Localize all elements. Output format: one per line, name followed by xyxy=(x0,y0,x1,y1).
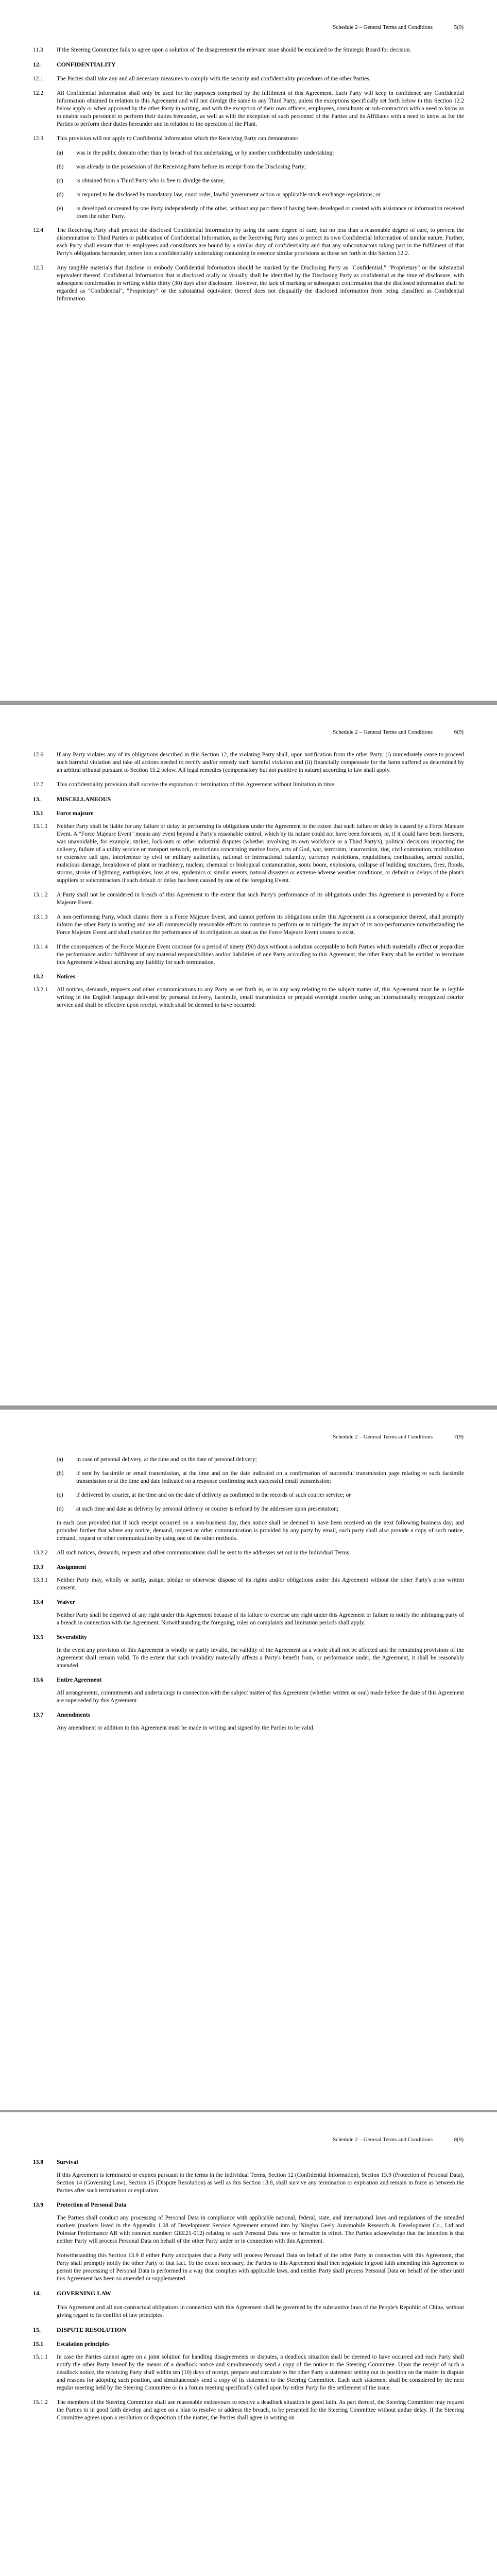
clause-number: 13.1.4 xyxy=(33,944,48,950)
clause-paragraph xyxy=(33,135,464,143)
page-header xyxy=(26,1433,464,1440)
list-item-label: (d) xyxy=(57,192,64,198)
body-paragraph: The Parties shall conduct any processing of Personal Data in compliance with applicable national, federal, state, and international laws and regulations of the intended markets (markets listed in the Appendix 1.08 of Development Service Agreement entered into by Ningbo Geely Automobile Research & Development Co., Ltd and Polestar Performance AB with contract number: GEE21-012) relating to such Personal Data now or hereafter in effect. The Parties acknowledge that the intention is that neither Party will process Personal Data on behalf of the other Party under or in connection with this Agreement. xyxy=(57,2215,464,2244)
clause-number: 13.2 xyxy=(33,974,44,980)
clause-text: All notices, demands, requests and other communications to any Party as set forth in, or in any way relating to the subject matter of, this Agreement must be in legible writing in the English language delivered by personal delivery, facsimile, email transmission or prepaid overnight courier using an internationally recognized courier service and shall be effective upon receipt, which shall be deemed to have occurred: xyxy=(57,987,464,1008)
clause-number: 15.1.2 xyxy=(33,2399,48,2405)
clause-number: 13.1.1 xyxy=(33,823,48,829)
clause-number: 13. xyxy=(33,795,41,803)
clause-number: 15.1.1 xyxy=(33,2354,48,2360)
clause-number: 12.2 xyxy=(33,90,44,96)
clause-number: 12.1 xyxy=(33,76,44,82)
subsection-heading xyxy=(33,2159,464,2166)
clause-number: 13.8 xyxy=(33,2159,44,2165)
subsection-heading xyxy=(33,2341,464,2348)
subsection-heading xyxy=(33,810,464,818)
clause-paragraph xyxy=(33,943,464,967)
clause-paragraph xyxy=(33,75,464,83)
clause-paragraph xyxy=(33,1549,464,1557)
clause-number: 12.3 xyxy=(33,135,44,142)
body-paragraph: Any amendment or addition to this Agreement must be made in writing and signed by the Parties to be valid. xyxy=(57,1725,315,1731)
page-header xyxy=(26,24,464,31)
clause-text: MISCELLANEOUS xyxy=(57,795,111,803)
clause-number: 12.6 xyxy=(33,752,44,758)
clause-text: Protection of Personal Data xyxy=(57,2202,127,2208)
clause-text: Neither Party may, wholly or partly, assign, pledge or otherwise dispose of its rights and/or obligations under this Agreement without the other Party's prior written consent. xyxy=(57,1577,464,1591)
clause-number: 13.4 xyxy=(33,1599,44,1605)
clause-paragraph xyxy=(33,46,464,54)
clause-text: The members of the Steering Committee shall use reasonable endeavours to resolve a deadlock situation in good faith. As part thereof, the Steering Committee may request the Parties to in good faith develop and agree on a plan to resolve or address the breach, to be presented for the Steering Committee without undue delay. If the Steering Committee agrees upon a resolution or disposition of the matter, the Parties shall agree in writing on xyxy=(57,2399,464,2421)
clause-paragraph xyxy=(33,751,464,774)
clause-number: 14. xyxy=(33,2290,41,2297)
list-item-text: at such time and date as delivery by personal delivery or courier is refused by the addressee upon presentation; xyxy=(76,1506,339,1512)
subsection-heading xyxy=(33,2201,464,2209)
clause-paragraph xyxy=(33,986,464,1009)
clause-number: 13.1.2 xyxy=(33,892,48,898)
clause-text: Any tangible materials that disclose or embody Confidential Information should be marked by the Disclosing Party as "Confidential," "Proprietary" or the substantial equivalent thereof. Confidential Information that is disclosed orally or visually shall be identified by the Disclosing Party as confidential at the time of disclosure, with subsequent confirmation in writing within thirty (30) days after disclosure. However, the lack of marking or subsequent confirmation that the disclosed information shall be regarded as "Confidential", "Proprietary" or the substantial equivalent thereof does not disqualify the disclosed information from being classified as Confidential Information. xyxy=(57,265,464,302)
body-paragraph: All arrangements, commitments and undertakings in connection with the subject matter of this Agreement (whether written or oral) made before the date of this Agreement are superseded by this Agreement. xyxy=(57,1690,464,1704)
clause-number: 12.5 xyxy=(33,265,44,271)
clause-number: 13.3 xyxy=(33,1564,44,1570)
clause-text: Waiver xyxy=(57,1599,75,1605)
clause-text: Amendments xyxy=(57,1712,91,1718)
clause-number: 13.1 xyxy=(33,810,44,817)
header-title: Schedule 2 – General Terms and Conditions xyxy=(333,24,433,30)
clause-text: If the Steering Committee fails to agree upon a solution of the disagreement the relevant issue should be escalated to the Strategic Board for decision. xyxy=(57,47,412,53)
clause-text: A Party shall not be considered in breach of this Agreement to the extent that such Party's performance of its obligations under this Agreement is prevented by a Force Majeure Event. xyxy=(57,892,464,906)
clause-text: All such notices, demands, requests and other communications shall be sent to the addresses set out in the Individual Terms. xyxy=(57,1550,351,1556)
page-body xyxy=(33,1456,464,1739)
page-body xyxy=(33,2159,464,2429)
clause-text: In case the Parties cannot agree on a joint solution for handling disagreements or disputes, a deadlock situation shall be deemed to have occurred and each Party shall notify the other Party hereof by the means of a deadlock notice and simultaneously send a copy of the notice to the Steering Committee. Upon the receipt of such a deadlock notice, the receiving Party shall within ten (10) days of receipt, prepare and circulate to the other Party a statement setting out its position on the matter in dispute and reasons for adopting such position, and simultaneously send a copy of its statement to the Steering Committee. Each such statement shall be considered by the next regular meeting held by the Steering Committee or in a forum meeting specifically called upon by either Party for the settlement of the issue. xyxy=(57,2354,464,2391)
list-item-text: is developed or created by one Party independently of the other, without any part thereof having been developed or created with assistance or information received from the other Party. xyxy=(76,206,464,219)
clause-text: Notices xyxy=(57,974,75,980)
body-paragraph: Notwithstanding this Section 13.9 if either Party anticipates that a Party will process Personal Data on behalf of the other Party in connection with this Agreement, that Party shall promptly notify the other Party of that fact. To the extent necessary, the Parties to this Agreement shall then negotiate in good faith amending this Agreement to permit the processing of Personal Data is performed in a way that complies with applicable laws, and neither Party shall process Personal Data on behalf of the other until this Agreement has been so amended or supplemented. xyxy=(57,2252,464,2282)
list-item-label: (b) xyxy=(57,164,64,170)
page-header xyxy=(26,2136,464,2143)
subsection-heading xyxy=(33,1634,464,1641)
body-paragraph: Neither Party shall be deprived of any right under this Agreement because of its failure to exercise any right under this Agreement or failure to notify the infringing party of a breach in connection with the Agreement. Notwithstanding the foregoing, rules on complaints and limitation periods shall apply. xyxy=(57,1612,464,1626)
list-item-label: (c) xyxy=(57,1492,63,1498)
clause-text: All Confidential Information shall only be used for the purposes comprised by the fulfilment of this Agreement. Each Party will keep in confidence any Confidential Information obtained in relation to this Agreement and will not divulge the same to any Third Party, unless the exceptions specifically set forth below in this Section 12.2 below apply or when approved by the other Party in writing, and with the exception of their own officers, employees, consultants or sub-contractors with a need to know as to enable such personnel to perform their duties hereunder, as well as with the exception of such personnel of the Parties and its Affiliates with a need to know as for the Parties to perform their duties hereunder and in relation to the operation of the Plant. xyxy=(57,90,464,127)
clause-paragraph xyxy=(33,227,464,258)
body-paragraph: in each case provided that if such receipt occurred on a non-business day, then notice shall be deemed to have been received on the next following business day; and provided further that where any notice, demand, request or other communication is provided by any party by email, such party shall also provide a copy of such notice, demand, request or other communication by using one of the other methods. xyxy=(57,1520,464,1541)
clause-text: This confidentiality provision shall survive the expiration or termination of this Agreement without limitation in time. xyxy=(57,782,336,788)
list-item xyxy=(57,1470,464,1485)
document-page xyxy=(0,1410,497,2110)
clause-number: 13.1.3 xyxy=(33,914,48,920)
clause-text: CONFIDENTIALITY xyxy=(57,61,116,68)
clause-text: DISPUTE RESOLUTION xyxy=(57,2326,127,2333)
header-title: Schedule 2 – General Terms and Conditions xyxy=(333,2137,433,2143)
section-heading xyxy=(33,2326,464,2334)
list-item-label: (a) xyxy=(57,1456,63,1463)
list-item xyxy=(57,191,464,199)
list-item-text: in case of personal delivery, at the time and on the date of personal delivery; xyxy=(76,1456,257,1463)
clause-paragraph xyxy=(33,891,464,907)
list-item xyxy=(57,149,464,157)
clause-paragraph xyxy=(33,2399,464,2422)
body-paragraph: If this Agreement is terminated or expires pursuant to the terms in the Individual Terms, Section 12 (Confidential Information), Section 13.9 (Protection of Personal Data), Section 14 (Governing Law), Section 15 (Dispute Resolution) as well as this Section 13.8, shall survive any termination or expiration and remain in force as between the Parties after such termination or expiration. xyxy=(57,2172,464,2194)
clause-number: 13.7 xyxy=(33,1712,44,1718)
clause-text: Force majeure xyxy=(57,810,94,817)
clause-text: Severability xyxy=(57,1634,87,1640)
subsection-heading xyxy=(33,1676,464,1684)
list-item xyxy=(57,163,464,171)
list-item xyxy=(57,1492,464,1499)
clause-text: Entire Agreement xyxy=(57,1677,102,1683)
clause-number: 12. xyxy=(33,61,41,68)
page-number: 8(9) xyxy=(454,2137,464,2143)
clause-text: If any Party violates any of its obligations described in this Section 12, the violating Party shall, upon notification from the other Party, (i) immediately cease to proceed such harmful violation and take all actions needed to rectify and/or remedy such harmful violation and (ii) financially compensate for the harm suffered as determined by an arbitral tribunal pursuant to Section 15.2 below. All legal remedies (compensatory but not punitive in nature) according to law shall apply. xyxy=(57,752,464,773)
section-heading xyxy=(33,61,464,69)
list-item-text: is obtained from a Third Party who is free to divulge the same; xyxy=(76,178,225,184)
list-item xyxy=(57,1505,464,1513)
page-number: 7(9) xyxy=(454,1434,464,1440)
body-paragraph: This Agreement and all non-contractual obligations in connection with this Agreement shall be governed by the substantive laws of the People's Republic of China, without giving regard to its conflict of law principles. xyxy=(57,2304,464,2318)
clause-text: This provision will not apply to Confidential Information which the Receiving Party can demonstrate: xyxy=(57,135,299,142)
clause-number: 13.2.1 xyxy=(33,987,48,993)
list-item-label: (e) xyxy=(57,206,63,212)
page-number: 5(9) xyxy=(454,24,464,30)
document-page xyxy=(0,2112,497,2576)
clause-number: 12.7 xyxy=(33,782,44,788)
page-number: 6(9) xyxy=(454,729,464,735)
list-item-text: is required to be disclosed by mandatory law, court order, lawful government action or applicable stock exchange regulations; or xyxy=(76,192,381,198)
subsection-heading xyxy=(33,1711,464,1719)
list-item-text: was already in the possession of the Receiving Party before its receipt from the Disclosing Party; xyxy=(76,164,306,170)
clause-number: 13.3.1 xyxy=(33,1577,48,1583)
list-item-text: if sent by facsimile or email transmission, at the time and on the date indicated on a confirmation of successful transmission page relating to such facsimile transmission or at the time and date indicated on a response confirming such successful email transmission; xyxy=(76,1470,464,1484)
page-header xyxy=(26,728,464,736)
clause-text: Assignment xyxy=(57,1564,87,1570)
clause-paragraph xyxy=(33,781,464,789)
list-item xyxy=(57,177,464,185)
clause-paragraph xyxy=(33,264,464,303)
clause-text: GOVERNING LAW xyxy=(57,2290,111,2297)
section-heading xyxy=(33,2290,464,2297)
clause-text: If the consequences of the Force Majeure Event continue for a period of ninety (90) days without a solution acceptable to both Parties which materially affect or jeopardize the performance and/or fulfilment of any material responsibilities and/or liabilities of one Party according to this Agreement, the other Party shall be entitled to terminate this Agreement without accruing any liability for such termination. xyxy=(57,944,464,965)
list-item-label: (a) xyxy=(57,150,63,156)
clause-number: 15.1 xyxy=(33,2341,44,2347)
body-paragraph: In the event any provision of this Agreement is wholly or partly invalid, the validity of the Agreement as a whole shall not be affected and the remaining provisions of the Agreement shall remain valid. To the extent that such invalidity materially affects a Party's benefit from, or performance under, the Agreement, it shall be reasonably amended. xyxy=(57,1647,464,1669)
subsection-heading xyxy=(33,1599,464,1606)
clause-number: 15. xyxy=(33,2326,41,2333)
clause-paragraph xyxy=(33,2353,464,2392)
clause-number: 13.2.2 xyxy=(33,1550,48,1556)
list-item xyxy=(57,205,464,221)
document-page xyxy=(0,0,497,701)
page-body xyxy=(33,46,464,310)
list-item-label: (b) xyxy=(57,1470,64,1477)
section-heading xyxy=(33,795,464,803)
clause-paragraph xyxy=(33,823,464,885)
clause-number: 12.4 xyxy=(33,227,44,233)
clause-text: The Parties shall take any and all necessary measures to comply with the security and confidentiality procedures of the other Parties. xyxy=(57,76,371,82)
clause-number: 13.6 xyxy=(33,1677,44,1683)
clause-paragraph xyxy=(33,1577,464,1592)
clause-number: 13.5 xyxy=(33,1634,44,1640)
header-title: Schedule 2 – General Terms and Conditions xyxy=(333,729,433,735)
clause-text: Escalation principles xyxy=(57,2341,110,2347)
clause-text: The Receiving Party shall protect the disclosed Confidential Information by using the same degree of care, but no less than a reasonable degree of care, to prevent the dissemination to Third Parties or publication of Confidential Information, as the Receiving Party uses to protect its own Confidential Information of similar nature. Further, each Party shall ensure that its employees and consultants are bound by a similar duty of confidentiality and that any subcontractors taking part in the fulfilment of that Party's obligations hereunder, enters into a confidentiality undertaking containing in essence similar provisions as those set forth in this Section 12.2. xyxy=(57,227,464,257)
clause-text: Neither Party shall be liable for any failure or delay in performing its obligations under the Agreement to the extent that such failure or delay is caused by a Force Majeure Event. A "Force Majeure Event" means any event beyond a Party's reasonable control, which by its nature could not have been foreseen, or, if it could have been foreseen, was unavoidable, for example; strikes, lock-outs or other industrial disputes (whether involving its own workforce or a Third Party's), political decisions impacting the delivery, failure of a utility service or transport network, restrictions concerning motive force, acts of God, war, terrorism, insurrection, riot, civil commotion, mobilization or extensive call ups, interference by civil or military authorities, national or international calamity, currency restrictions, requisitions, confiscation, armed conflict, malicious damage, breakdown of plant or machinery, nuclear, chemical or biological contamination, sonic boom, explosions, collapse of building structures, fires, floods, storms, stroke of lightning, earthquakes, loss at sea, epidemics or similar events, natural disasters or extreme adverse weather conditions, or default or delays of the plant's suppliers or subcontractors if such default or delay has been caused by one of the foregoing Event. xyxy=(57,823,464,884)
clause-text: Survival xyxy=(57,2159,78,2165)
page-body xyxy=(33,751,464,1016)
list-item-label: (c) xyxy=(57,178,63,184)
list-item xyxy=(57,1456,464,1464)
header-title: Schedule 2 – General Terms and Conditions xyxy=(333,1434,433,1440)
clause-text: A non-performing Party, which claims there is a Force Majeure Event, and cannot perform its obligations under this Agreement as a consequence thereof, shall promptly inform the other Party in writing and use all commercially reasonable efforts to continue to perform or to mitigate the impact of its non-performance notwithstanding the Force Majeure Event and shall continue the performance of its obligations as soon as the Force Majeure Event ceases to exist. xyxy=(57,914,464,936)
clause-number: 13.9 xyxy=(33,2202,44,2208)
clause-paragraph xyxy=(33,913,464,937)
list-item-text: if delivered by courier, at the time and on the date of delivery as confirmed in the records of such courier service; or xyxy=(76,1492,351,1498)
list-item-text: was in the public domain other than by breach of this undertaking, or by another confidentiality undertaking; xyxy=(76,150,334,156)
document-page xyxy=(0,705,497,1405)
list-item-label: (d) xyxy=(57,1506,64,1512)
clause-paragraph xyxy=(33,90,464,128)
subsection-heading xyxy=(33,973,464,981)
clause-number: 11.3 xyxy=(33,47,43,53)
subsection-heading xyxy=(33,1564,464,1571)
